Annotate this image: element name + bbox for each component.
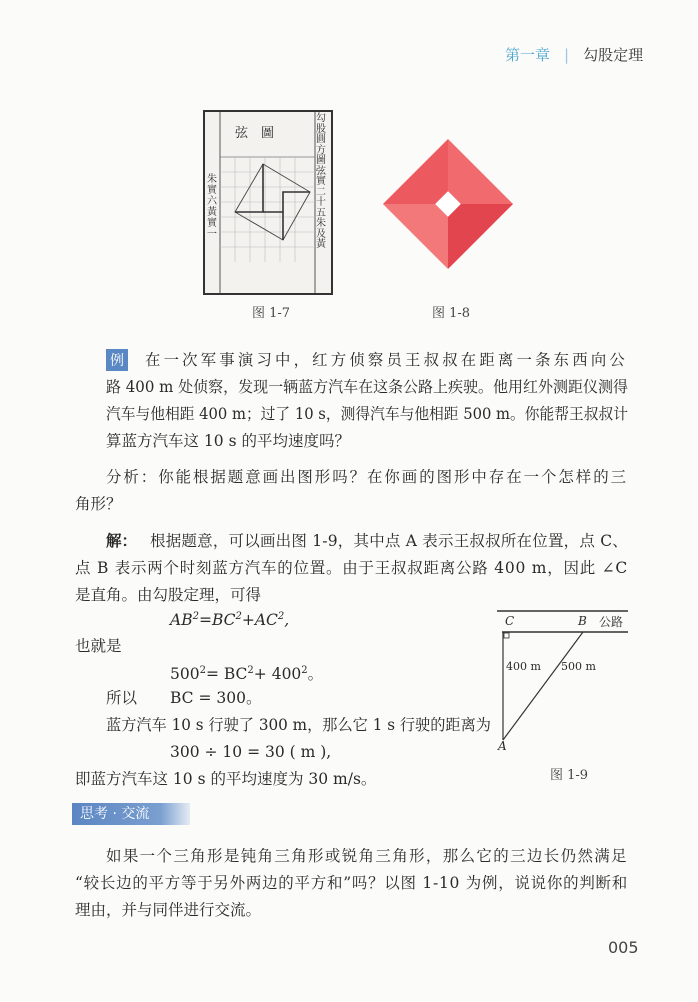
point-a-label: A [498, 739, 507, 753]
solution-label: 解： [106, 532, 138, 550]
figure-1-8-pinwheel [382, 138, 514, 270]
point-c-label: C [505, 614, 515, 628]
running-header [505, 44, 643, 65]
analysis-line: 分析：你能根据题意画出图形吗？在你画的图形中存在一个怎样的三 [106, 468, 629, 486]
equation-substituted: $500^2= BC^2+ 400^2$。 [170, 665, 324, 684]
example-tag: 例 [106, 349, 128, 371]
think-line: “较长边的平方等于另外两边的平方和”吗？以图 1-10 为例，说说你的判断和 [75, 874, 629, 892]
chapter-title: 勾股定理 [583, 46, 644, 64]
solution-line: 是直角。由勾股定理，可得 [75, 586, 262, 604]
figure-1-7-xuan-diagram [203, 110, 336, 295]
solution-line: 根据题意，可以画出图 1-9，其中点 A 表示王叔叔所在位置，点 C、 [150, 532, 628, 550]
solution-line: 点 B 表示两个时刻蓝方汽车的位置。由于王叔叔距离公路 400 m，因此 ∠C [75, 559, 628, 577]
figure-1-7-top-label: 弦 圖 [235, 126, 275, 141]
header-separator: | [564, 46, 570, 64]
page-number: 005 [608, 938, 639, 957]
example-line: 汽车与他相距 400 m；过了 10 s，测得汽车与他相距 500 m。你能帮王叔叔计 [106, 405, 628, 423]
equation-result: BC = 300。 [170, 689, 262, 707]
analysis-line: 角形？ [75, 495, 122, 513]
equation-pythagoras: $AB^2=BC^2+AC^2$, [170, 611, 290, 630]
example-line: 在一次军事演习中，红方侦察员王叔叔在距离一条东西向公 [145, 351, 628, 369]
that-is-text: 也就是 [75, 637, 122, 655]
think-line: 理由，并与同伴进行交流。 [75, 901, 262, 919]
figure-1-9-caption: 图 1-9 [550, 768, 589, 783]
figure-1-7-caption: 图 1-7 [252, 306, 291, 321]
side-ac-label: 400 m [506, 660, 541, 673]
solution-conclusion: 即蓝方汽车这 10 s 的平均速度为 30 m/s。 [75, 770, 377, 788]
point-b-label: B [578, 614, 587, 628]
example-line: 算蓝方汽车这 10 s 的平均速度吗？ [106, 432, 350, 450]
road-label: 公路 [599, 615, 624, 629]
equation-speed: 300 ÷ 10 = 30 ( m ), [170, 743, 332, 761]
figure-1-7-left-label: 朱實六黃實一 [207, 174, 217, 240]
think-discuss-heading: 思考 · 交流 [72, 803, 190, 825]
think-line: 如果一个三角形是钝角三角形或锐角三角形，那么它的三边长仍然满足 [106, 847, 628, 865]
chapter-label: 第一章 [505, 46, 551, 64]
figure-1-7-right-label: 勾股圓方圖 弦實二十五朱及黃 [316, 113, 336, 250]
solution-step: 蓝方汽车 10 s 行驶了 300 m，那么它 1 s 行驶的距离为 [106, 716, 492, 734]
so-text: 所以 [106, 689, 138, 707]
side-ab-label: 500 m [561, 660, 596, 673]
example-line: 路 400 m 处侦察，发现一辆蓝方汽车在这条公路上疾驶。他用红外测距仪测得 [106, 378, 628, 396]
figure-1-8-caption: 图 1-8 [432, 306, 471, 321]
